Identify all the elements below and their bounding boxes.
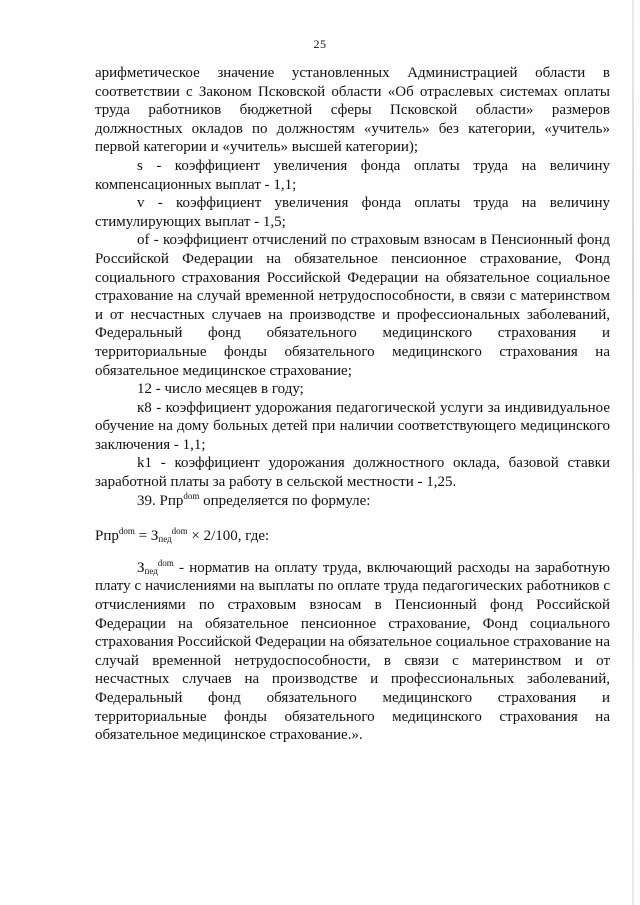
item-39-suffix: определяется по формуле: [199, 492, 371, 509]
formula-rhs: × 2/100, где: [187, 528, 270, 545]
paragraph-months: 12 - число месяцев в году; [137, 381, 304, 398]
paragraph-coefficient-of: of - коэффициент отчислений по страховым взносам в Пенсионный фонд Российской Федерации на обязательное пенсионное страхование, Фонд социального страхования Российской Федерации на обязательное социальное страхование на случай временной нетрудоспособности, в связи с материнством и от несчастных случаев на производстве и профессиональных заболеваний, Федеральный фонд обязательного медицинского страхования и территориальные фонды обязательного медицинского страхования на обязательное медицинское страхование; [95, 232, 610, 379]
document-body [95, 64, 610, 745]
formula-z-sub: пед [158, 534, 172, 545]
z-sub: пед [144, 565, 158, 576]
page-number: 25 [313, 37, 327, 51]
z-symbol: З [137, 559, 145, 576]
formula-lhs-sup: dom [118, 526, 135, 537]
paragraph-item-39 [95, 492, 610, 511]
formula-z-sup: dom [171, 526, 188, 537]
formula-lhs: Рпр [95, 528, 119, 545]
paragraph-coefficient-k1: k1 - коэффициент удорожания должностного оклада, базовой ставки заработной платы за работу в сельской местности - 1,25. [95, 455, 610, 491]
paragraph-continuation: арифметическое значение установленных Администрацией области в соответствии с Законом Псковской области «Об отраслевых системах оплаты труда работников бюджетной сферы Псковской области» размеров должностных окладов по должностям «учитель» без категории, «учитель» первой категории и «учитель» высшей категории); [95, 65, 610, 156]
z-definition-text: - норматив на оплату труда, включающий расходы на заработную плату с начислениями на выплаты по оплате труда педагогических работников с отчислениями по страховым взносам в Пенсионный фонд Российской Федерации на обязательное пенсионное страхование, Фонд социального страхования Российской Федерации на обязательное социальное страхование на случай временной нетрудоспособности, в связи с материнством и от несчастных случаев на производстве и профессиональных заболеваний, Федеральный фонд обязательного медицинского страхования и территориальные фонды обязательного медицинского страхования на обязательное медицинское страхование.». [95, 559, 610, 744]
formula-eq: = З [134, 528, 159, 545]
item-39-sup: dom [183, 490, 200, 501]
paragraph-coefficient-v: v - коэффициент увеличения фонда оплаты труда на величину стимулирующих выплат - 1,5; [95, 195, 610, 230]
formula [95, 527, 610, 546]
paragraph-coefficient-k8: к8 - коэффициент удорожания педагогической услуги за индивидуальное обучение на дому больных детей при наличии соответствующего медицинского заключения - 1,1; [95, 399, 610, 453]
paragraph-z-definition [95, 559, 610, 745]
paragraph-coefficient-s: s - коэффициент увеличения фонда оплаты труда на величину компенсационных выплат - 1,1; [95, 157, 610, 193]
z-sup: dom [157, 557, 174, 568]
scan-edge [632, 0, 634, 905]
item-39-prefix: 39. Рпр [137, 492, 184, 509]
